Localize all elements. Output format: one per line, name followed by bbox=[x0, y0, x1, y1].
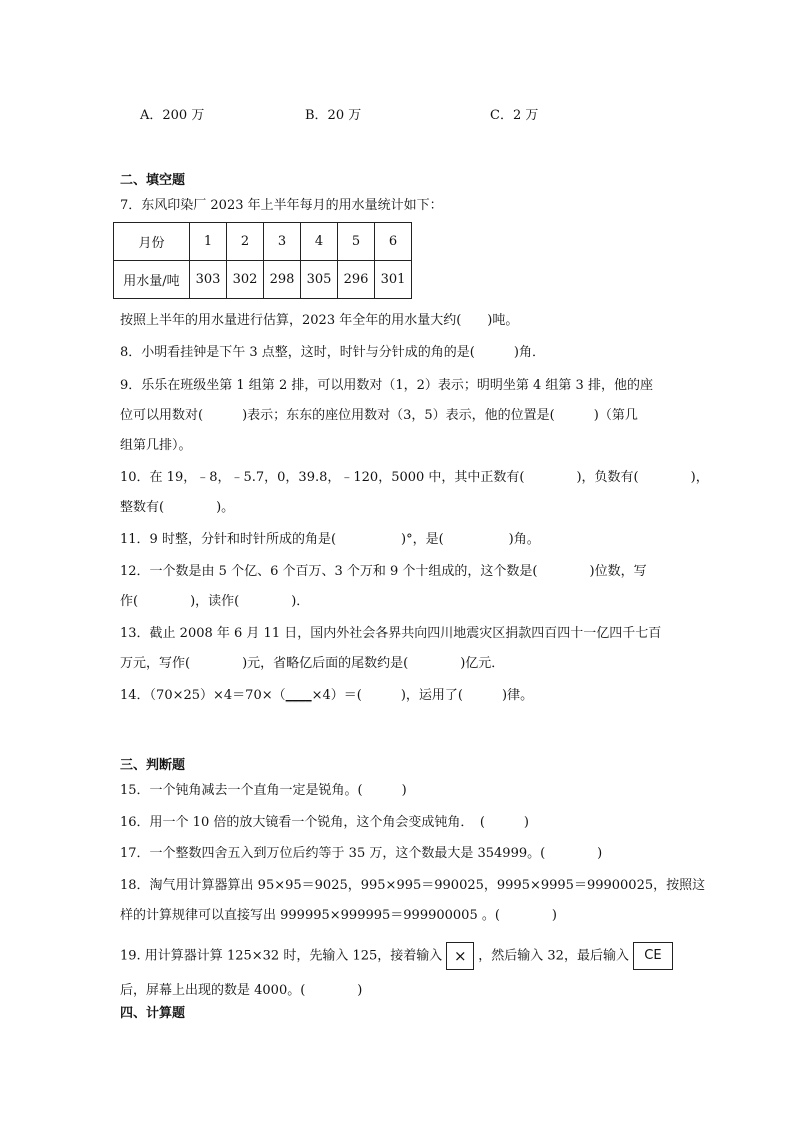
question-15: 15．一个钝角减去一个直角一定是锐角。( ) bbox=[120, 783, 407, 798]
ce-key-box: CE bbox=[633, 942, 673, 970]
table-cell-month: 5 bbox=[338, 223, 375, 261]
section-calc-heading: 四、计算题 bbox=[120, 1006, 186, 1021]
option-b: B．20 万 bbox=[305, 108, 362, 123]
table-cell-month: 6 bbox=[375, 223, 412, 261]
question-14-before: 14．（70×25）×4＝70×（ bbox=[120, 688, 286, 703]
question-7-ask: 按照上半年的用水量进行估算，2023 年全年的用水量大约( )吨。 bbox=[120, 313, 519, 328]
table-cell-month: 2 bbox=[227, 223, 264, 261]
multiply-key-box: × bbox=[446, 942, 474, 970]
question-13-line1: 13．截止 2008 年 6 月 11 日，国内外社会各界共向四川地震灾区捐款四百四十一亿四千七百 bbox=[120, 626, 662, 641]
question-17: 17．一个整数四舍五入到万位后约等于 35 万，这个数最大是 354999。( ) bbox=[120, 846, 603, 861]
question-12-line1: 12．一个数是由 5 个亿、6 个百万、3 个万和 9 个十组成的，这个数是( )位数，写 bbox=[120, 564, 647, 579]
question-19-line1 bbox=[120, 942, 673, 970]
question-8: 8．小明看挂钟是下午 3 点整，这时，时针与分针成的角的是( )角． bbox=[120, 345, 545, 360]
section-judge-heading: 三、判断题 bbox=[120, 758, 186, 773]
option-c: C．2 万 bbox=[490, 108, 539, 123]
table-cell-month: 4 bbox=[301, 223, 338, 261]
table-cell-value: 303 bbox=[190, 261, 227, 299]
table-row-values bbox=[114, 261, 412, 299]
water-usage-table bbox=[113, 222, 412, 299]
question-7: 7．东风印染厂 2023 年上半年每月的用水量统计如下： bbox=[120, 198, 443, 213]
question-10-line2: 整数有( )。 bbox=[120, 500, 235, 515]
table-cell-value: 305 bbox=[301, 261, 338, 299]
table-header-month: 月份 bbox=[114, 223, 190, 261]
table-cell-value: 301 bbox=[375, 261, 412, 299]
question-14-after: ×4）＝( )，运用了( )律。 bbox=[311, 688, 534, 703]
question-12-line2: 作( )，读作( )． bbox=[120, 594, 310, 609]
table-cell-value: 298 bbox=[264, 261, 301, 299]
question-14 bbox=[120, 687, 533, 705]
question-13-line2: 万元，写作( )元，省略亿后面的尾数约是( )亿元． bbox=[120, 656, 505, 671]
question-9-line2: 位可以用数对( )表示；东东的座位用数对（3，5）表示，他的位置是( )（第几 bbox=[120, 408, 638, 423]
question-18-line1: 18．淘气用计算器算出 95×95＝9025，995×995＝990025，9995×9995＝99900025，按照这 bbox=[120, 878, 706, 893]
question-9-line3: 组第几排）。 bbox=[120, 438, 192, 453]
question-10-line1: 10．在 19，﹣8，﹣5.7，0，39.8，﹣120，5000 中，其中正数有( )，负数有( )， bbox=[120, 470, 709, 485]
table-row-months bbox=[114, 223, 412, 261]
table-header-usage: 用水量/吨 bbox=[114, 261, 190, 299]
question-18-line2: 样的计算规律可以直接写出 999995×999995＝999900005 。( ) bbox=[120, 908, 557, 923]
question-19-line2: 后，屏幕上出现的数是 4000。( ) bbox=[120, 983, 363, 998]
table-cell-value: 296 bbox=[338, 261, 375, 299]
question-16: 16．用一个 10 倍的放大镜看一个锐角，这个角会变成钝角． ( ) bbox=[120, 815, 529, 830]
question-11: 11．9 时整，分针和时针所成的角是( )°，是( )角。 bbox=[120, 532, 540, 547]
table-cell-month: 1 bbox=[190, 223, 227, 261]
question-9-line1: 9．乐乐在班级坐第 1 组第 2 排，可以用数对（1，2）表示；明明坐第 4 组第 3 排，他的座 bbox=[120, 378, 653, 393]
table-cell-value: 302 bbox=[227, 261, 264, 299]
question-19-part1: 19. 用计算器计算 125×32 时，先输入 125，接着输入 bbox=[120, 948, 443, 964]
section-fill-heading: 二、填空题 bbox=[120, 173, 186, 188]
option-a: A．200 万 bbox=[140, 108, 205, 123]
question-19-part2: ，然后输入 32，最后输入 bbox=[478, 948, 629, 964]
table-cell-month: 3 bbox=[264, 223, 301, 261]
question-14-blank: ____ bbox=[285, 688, 312, 703]
